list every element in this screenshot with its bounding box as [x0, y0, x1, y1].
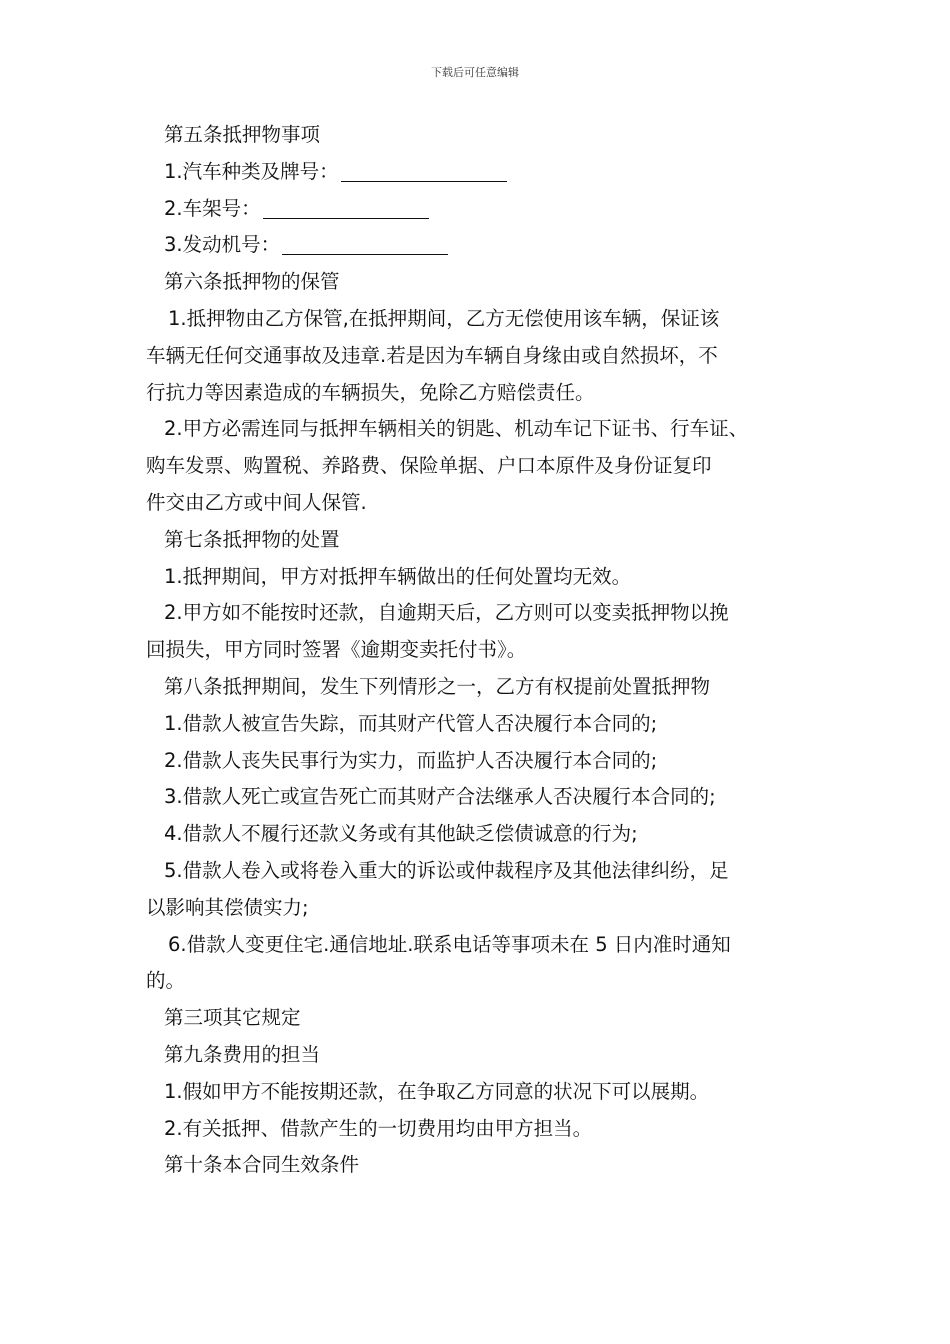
article-8-item-1: 1.借款人被宣告失踪，而其财产代管人否决履行本合同的;	[164, 711, 658, 735]
fill-in-blank	[341, 159, 507, 182]
article-8-item-4: 4.借款人不履行还款义务或有其他缺乏偿债诚意的行为;	[164, 822, 638, 846]
page-header: 下载后可任意编辑	[431, 66, 519, 79]
article-8-item-6-line-1: 6.借款人变更住宅.通信地址.联系电话等事项未在 5 日内准时通知	[168, 932, 731, 956]
article-5-item-2	[146, 191, 814, 228]
article-6-title: 第六条抵押物的保管	[164, 270, 340, 294]
article-7-title: 第七条抵押物的处置	[164, 527, 340, 551]
part-3-title: 第三项其它规定	[164, 1006, 301, 1030]
article-9-item-1: 1.假如甲方不能按期还款，在争取乙方同意的状况下可以展期。	[164, 1079, 710, 1103]
article-6-para-2-line-2: 购车发票、购置税、养路费、保险单据、户口本原件及身份证复印	[146, 454, 712, 478]
article-5-item-2-label: 2.车架号：	[164, 196, 261, 220]
article-6-para-1-line-3: 行抗力等因素造成的车辆损失，免除乙方赔偿责任。	[146, 380, 595, 404]
document-body	[146, 117, 814, 1184]
fill-in-blank	[282, 232, 448, 255]
article-8-item-6-line-2: 的。	[146, 969, 186, 993]
fill-in-blank	[263, 196, 429, 219]
article-6-para-2-line-3: 件交由乙方或中间人保管.	[146, 490, 367, 514]
article-5-item-1-label: 1.汽车种类及牌号：	[164, 159, 339, 183]
article-6-para-1-line-1: 1.抵押物由乙方保管,在抵押期间，乙方无偿使用该车辆，保证该	[168, 306, 720, 330]
article-8-title: 第八条抵押期间，发生下列情形之一，乙方有权提前处置抵押物	[164, 674, 711, 698]
article-9-title: 第九条费用的担当	[164, 1042, 321, 1066]
article-9-item-2: 2.有关抵押、借款产生的一切费用均由甲方担当。	[164, 1116, 593, 1140]
article-8-item-3: 3.借款人死亡或宣告死亡而其财产合法继承人否决履行本合同的;	[164, 785, 716, 809]
article-6-para-2-line-1: 2.甲方必需连同与抵押车辆相关的钥匙、机动车记下证书、行车证、	[164, 417, 749, 441]
article-5-item-1	[146, 154, 814, 191]
article-8-item-5-line-2: 以影响其偿债实力;	[146, 895, 309, 919]
article-7-item-2-line-1: 2.甲方如不能按时还款，自逾期天后，乙方则可以变卖抵押物以挽	[164, 601, 729, 625]
article-8-item-5-line-1: 5.借款人卷入或将卷入重大的诉讼或仲裁程序及其他法律纠纷，足	[164, 858, 729, 882]
article-5-item-3	[146, 227, 814, 264]
article-7-item-1: 1.抵押期间，甲方对抵押车辆做出的任何处置均无效。	[164, 564, 632, 588]
article-7-item-2-line-2: 回损失，甲方同时签署《逾期变卖托付书》。	[146, 638, 527, 662]
article-5-title: 第五条抵押物事项	[164, 123, 321, 146]
article-5-item-3-label: 3.发动机号：	[164, 233, 281, 257]
article-8-item-2: 2.借款人丧失民事行为实力，而监护人否决履行本合同的;	[164, 748, 658, 772]
article-6-para-1-line-2: 车辆无任何交通事故及违章.若是因为车辆自身缘由或自然损坏，不	[146, 343, 718, 367]
article-10-title: 第十条本合同生效条件	[164, 1153, 360, 1177]
